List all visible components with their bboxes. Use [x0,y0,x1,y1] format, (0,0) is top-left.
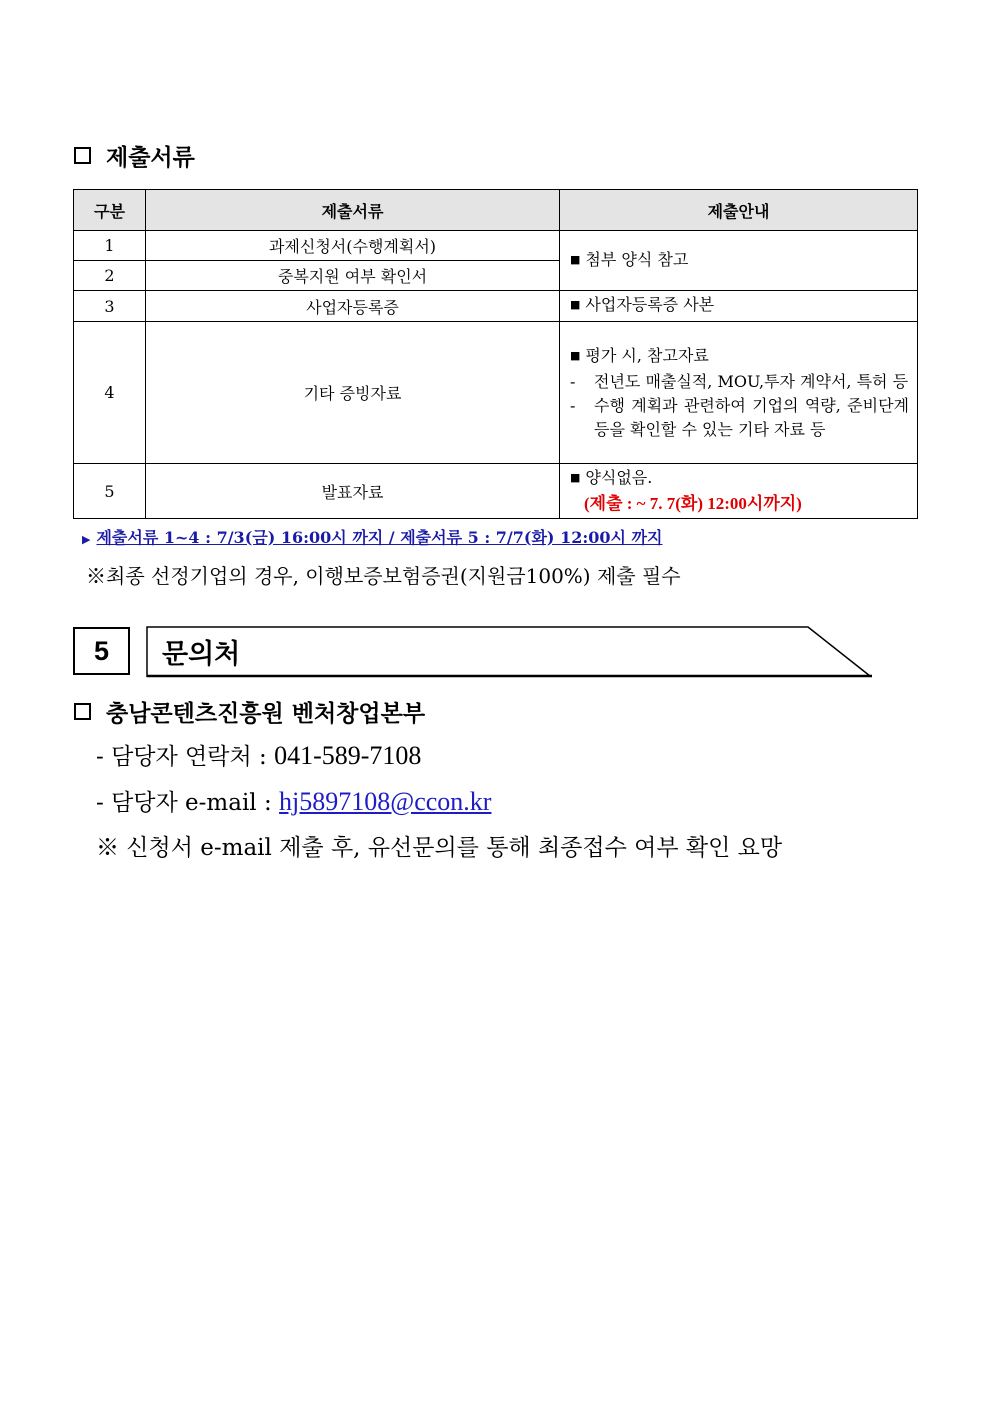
email-link[interactable]: hj5897108@ccon.kr [279,787,492,816]
phone-number: 041-589-7108 [274,741,422,770]
contact-phone-line [96,738,421,771]
table-header-row [74,190,918,231]
row-number: 5 [74,464,146,519]
column-header: 제출안내 [560,190,918,231]
contact-org-heading [74,695,425,728]
row-guide [560,464,918,519]
row-document: 발표자료 [146,464,560,519]
guide-list-item: - 전년도 매출실적, MOU,투자 계약서, 특허 등 [570,371,909,391]
row-number: 2 [74,261,146,291]
row-number: 3 [74,291,146,322]
square-bullet-icon: ■ [570,298,581,311]
row-document: 과제신청서(수행계획서) [146,231,560,261]
table-row [74,464,918,519]
row-number: 1 [74,231,146,261]
section-number: 5 [73,627,130,675]
column-header: 구분 [74,190,146,231]
row-guide [560,231,918,291]
documents-table [73,189,918,519]
section-title-frame [146,626,874,678]
docs-heading-text: 제출서류 [106,144,195,171]
docs-heading [74,139,195,172]
row-document: 중복지원 여부 확인서 [146,261,560,291]
square-bullet-icon: ■ [570,471,581,484]
row-guide [560,322,918,464]
square-bullet-icon: ■ [570,252,581,266]
deadline-note-text: 제출서류 1~4 : 7/3(금) 16:00시 까지 / 제출서류 5 : 7/7(화) 12:00시 까지 [96,528,663,547]
deadline-note [82,525,662,548]
checkbox-square-icon [74,147,91,164]
square-bullet-icon: ■ [570,348,581,362]
guide-text: 사업자등록증 사본 [585,295,715,314]
table-row [74,231,918,261]
section-title: 문의처 [162,639,241,670]
row-guide [560,291,918,322]
guide-text: 양식없음. [585,468,653,487]
checkbox-square-icon [74,703,91,720]
triangle-bullet-icon: ▶ [82,533,91,546]
column-header: 제출서류 [146,190,560,231]
table-row [74,322,918,464]
phone-label: - 담당자 연락처 : [96,744,267,770]
row-document: 사업자등록증 [146,291,560,322]
table-row [74,291,918,322]
contact-email-line [96,784,491,817]
guide-list-item: - 수행 계획과 관련하여 기업의 역량, 준비단계 등을 확인할 수 있는 기타 자료 등 [570,395,909,439]
email-label: - 담당자 e-mail : [96,790,272,816]
contact-org: 충남콘텐츠진흥원 벤처창업본부 [106,700,426,727]
guide-text: 평가 시, 참고자료 [585,345,709,365]
contact-notice: ※ 신청서 e-mail 제출 후, 유선문의를 통해 최종접수 여부 확인 요망 [96,835,783,861]
row-document: 기타 증빙자료 [146,322,560,464]
deadline-highlight: (제출 : ~ 7. 7(화) 12:00시까지) [584,494,802,513]
notice-text: ※최종 선정기업의 경우, 이행보증보험증권(지원금100%) 제출 필수 [86,564,681,588]
row-number: 4 [74,322,146,464]
guide-text: 첨부 양식 참고 [585,249,689,269]
